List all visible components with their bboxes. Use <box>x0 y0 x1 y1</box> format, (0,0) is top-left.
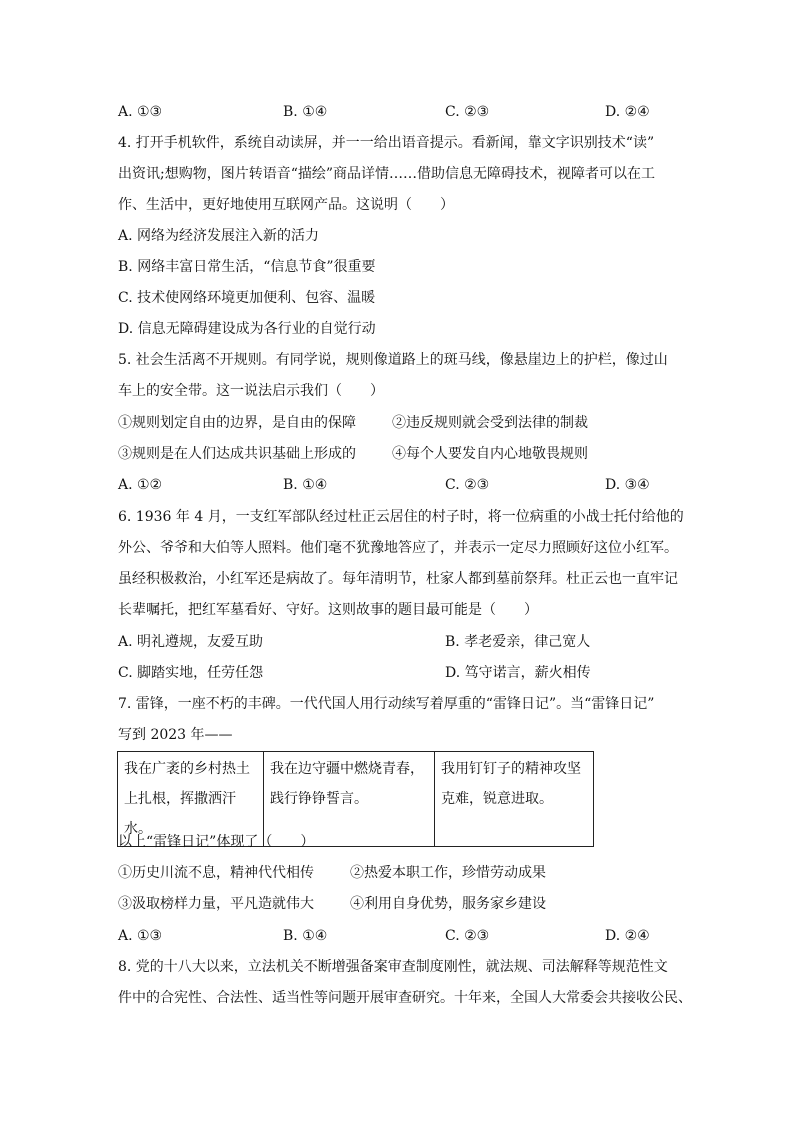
q7-stem-line-1: 7. 雷锋，一座不朽的丰碑。一代代国人用行动续写着厚重的“雷锋日记”。当“雷锋日记” <box>118 696 655 712</box>
q5-stem-line-2: 车上的安全带。这一说法启示我们（ ） <box>118 383 384 399</box>
q4-option-a: A. 网络为经济发展注入新的活力 <box>118 228 320 244</box>
q5-statement-4: ④每个人要发自内心地敬畏规则 <box>392 446 588 462</box>
q7-statement-2: ②热爱本职工作，珍惜劳动成果 <box>350 865 546 881</box>
q4-option-b: B. 网络丰富日常生活，“信息节食”很重要 <box>118 259 376 275</box>
q6-stem-line-4: 长辈嘱托，把红军墓看好、守好。这则故事的题目最可能是（ ） <box>118 602 538 618</box>
cell-line: 克难，锐意进取。 <box>441 791 553 807</box>
q7-option-d: D. ②④ <box>605 928 650 944</box>
q6-option-c: C. 脚踏实地，任劳任怨 <box>118 665 264 681</box>
q7-statement-3: ③汲取榜样力量，平凡造就伟大 <box>118 896 314 912</box>
q5-option-b: B. ①④ <box>283 477 328 493</box>
q6-option-b: B. 孝老爱亲，律己宽人 <box>445 634 591 650</box>
q6-option-d: D. 笃守诺言，薪火相传 <box>445 665 591 681</box>
q3-option-b: B. ①④ <box>283 104 328 120</box>
cell-line: 上扎根，挥撒洒汗水。 <box>124 791 236 837</box>
cell-line: 我在边守疆中燃烧青春， <box>270 761 424 777</box>
q7-stem-line-2: 写到 2023 年—— <box>118 727 233 743</box>
q8-stem-line-2: 件中的合宪性、合法性、适当性等问题开展审查研究。十年来，全国人大常委会共接收公民、 <box>118 990 692 1006</box>
q4-stem-line-3: 作、生活中，更好地使用互联网产品。这说明（ ） <box>118 197 454 213</box>
q6-option-a: A. 明礼遵规，友爱互助 <box>118 634 264 650</box>
q5-statement-1: ①规则划定自由的边界，是自由的保障 <box>118 415 356 431</box>
q4-option-d: D. 信息无障碍建设成为各行业的自觉行动 <box>118 321 376 337</box>
q4-stem-line-2: 出资讯;想购物，图片转语音“描绘”商品详情……借助信息无障碍技术，视障者可以在工 <box>118 166 656 182</box>
q5-option-d: D. ③④ <box>605 477 650 493</box>
q8-stem-line-1: 8. 党的十八大以来，立法机关不断增强备案审查制度刚性，就法规、司法解释等规范性文 <box>118 959 668 975</box>
q7-question: 以上“雷锋日记”体现了（ ） <box>118 834 315 850</box>
cell-line: 我在广袤的乡村热土 <box>124 761 250 777</box>
q3-option-a: A. ①③ <box>118 104 163 120</box>
q7-statement-4: ④利用自身优势，服务家乡建设 <box>350 896 546 912</box>
q5-statement-2: ②违反规则就会受到法律的制裁 <box>392 415 588 431</box>
cell-line: 我用钉钉子的精神攻坚 <box>441 761 581 777</box>
table-cell <box>435 752 594 847</box>
q6-stem-line-2: 外公、爷爷和大伯等人照料。他们毫不犹豫地答应了，并表示一定尽力照顾好这位小红军。 <box>118 540 678 556</box>
q5-option-c: C. ②③ <box>445 477 490 493</box>
q3-option-d: D. ②④ <box>605 104 650 120</box>
q5-option-a: A. ①② <box>118 477 163 493</box>
q6-stem-line-3: 虽经积极救治，小红军还是病故了。每年清明节，杜家人都到墓前祭拜。杜正云也一直牢记 <box>118 571 678 587</box>
q7-option-b: B. ①④ <box>283 928 328 944</box>
q3-option-c: C. ②③ <box>445 104 490 120</box>
q7-option-c: C. ②③ <box>445 928 490 944</box>
q7-statement-1: ①历史川流不息，精神代代相传 <box>118 865 314 881</box>
q4-stem-line-1: 4. 打开手机软件，系统自动读屏，并一一给出语音提示。看新闻，靠文字识别技术“读” <box>118 135 655 151</box>
q7-option-a: A. ①③ <box>118 928 163 944</box>
cell-line: 践行铮铮誓言。 <box>270 791 368 807</box>
q5-statement-3: ③规则是在人们达成共识基础上形成的 <box>118 446 356 462</box>
q5-stem-line-1: 5. 社会生活离不开规则。有同学说，规则像道路上的斑马线，像悬崖边上的护栏，像过山 <box>118 352 668 368</box>
q4-option-c: C. 技术使网络环境更加便利、包容、温暖 <box>118 290 376 306</box>
q6-stem-line-1: 6. 1936 年 4 月，一支红军部队经过杜正云居住的村子时，将一位病重的小战士托付给他的 <box>118 509 684 525</box>
